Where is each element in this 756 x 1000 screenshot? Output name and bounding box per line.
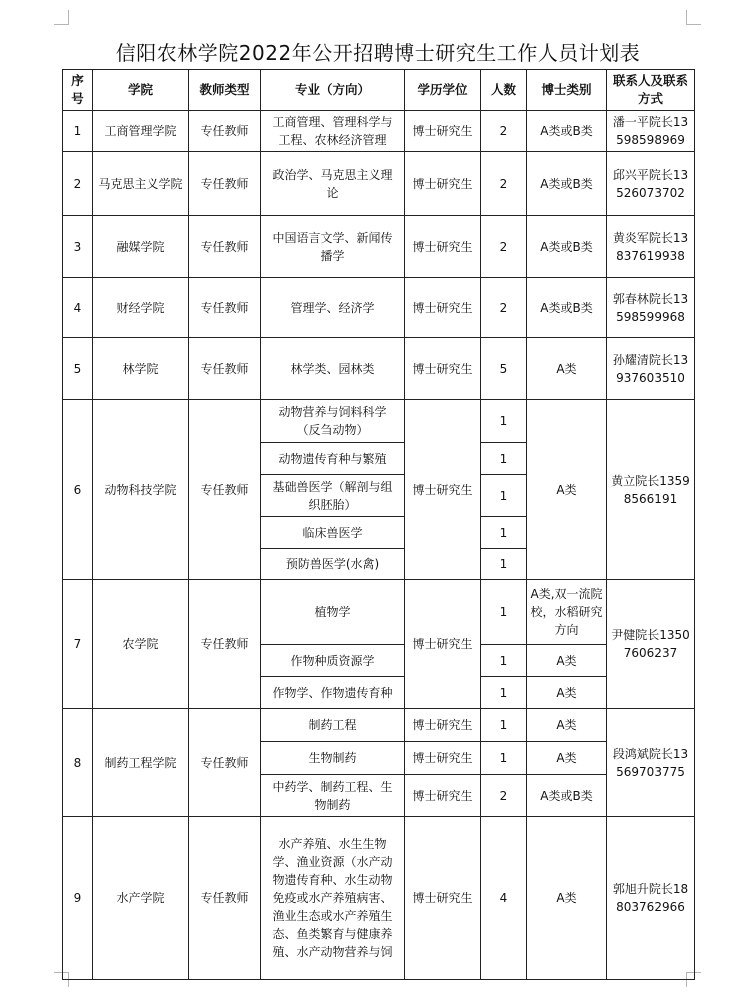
cell-category: A类或B类	[527, 111, 607, 152]
cell-degree: 博士研究生	[405, 580, 481, 709]
cell-count: 2	[481, 152, 527, 216]
cell-major: 水产养殖、水生生物学、渔业资源（水产动物遗传育种、水生动物免疫或水产养殖病害、渔业生态或水产养殖生态、鱼类繁育与健康养殖、水产动物营养与饲	[261, 817, 405, 980]
cell-major: 生物制药	[261, 742, 405, 775]
cell-category: A类	[527, 338, 607, 400]
cell-college: 水产学院	[93, 817, 189, 980]
cell-no: 8	[63, 709, 93, 817]
cell-count: 5	[481, 338, 527, 400]
cell-major: 管理学、经济学	[261, 278, 405, 338]
cell-major: 基础兽医学（解剖与组织胚胎）	[261, 475, 405, 517]
cell-college: 融媒学院	[93, 216, 189, 278]
cell-count: 2	[481, 111, 527, 152]
table-row	[63, 709, 695, 742]
cell-contact: 郭春林院长13598599968	[607, 278, 695, 338]
cell-count: 1	[481, 709, 527, 742]
col-header-doctor-category: 博士类别	[527, 70, 607, 111]
cell-count: 1	[481, 443, 527, 475]
col-header-contact: 联系人及联系方式	[607, 70, 695, 111]
cell-degree: 博士研究生	[405, 216, 481, 278]
cell-college: 马克思主义学院	[93, 152, 189, 216]
col-header-major: 专业（方向）	[261, 70, 405, 111]
cell-category: A类	[527, 742, 607, 775]
cell-college: 农学院	[93, 580, 189, 709]
cell-college: 动物科技学院	[93, 400, 189, 580]
cell-no: 3	[63, 216, 93, 278]
cell-major: 中药学、制药工程、生物制药	[261, 775, 405, 817]
cell-category: A类	[527, 709, 607, 742]
cell-count: 1	[481, 677, 527, 709]
cell-count: 1	[481, 475, 527, 517]
cell-count: 2	[481, 278, 527, 338]
cell-no: 1	[63, 111, 93, 152]
cell-count: 1	[481, 742, 527, 775]
cell-major: 作物学、作物遗传育种	[261, 677, 405, 709]
table-row	[63, 400, 695, 443]
cell-degree: 博士研究生	[405, 111, 481, 152]
cell-no: 7	[63, 580, 93, 709]
cell-contact: 尹健院长13507606237	[607, 580, 695, 709]
cell-degree: 博士研究生	[405, 278, 481, 338]
table-row	[63, 152, 695, 216]
cell-contact: 孙耀清院长13937603510	[607, 338, 695, 400]
cell-major: 动物营养与饲料科学（反刍动物）	[261, 400, 405, 443]
col-header-teacher-type: 教师类型	[189, 70, 261, 111]
cell-major: 动物遗传育种与繁殖	[261, 443, 405, 475]
cell-count: 2	[481, 775, 527, 817]
cell-teacher-type: 专任教师	[189, 278, 261, 338]
cell-college: 制药工程学院	[93, 709, 189, 817]
table-row	[63, 216, 695, 278]
cell-count: 1	[481, 400, 527, 443]
cell-major: 作物种质资源学	[261, 645, 405, 677]
table-row	[63, 278, 695, 338]
cell-category: A类	[527, 817, 607, 980]
cell-teacher-type: 专任教师	[189, 111, 261, 152]
cell-contact: 段鸿斌院长13569703775	[607, 709, 695, 817]
cell-degree: 博士研究生	[405, 152, 481, 216]
document-title: 信阳农林学院2022年公开招聘博士研究生工作人员计划表	[115, 41, 641, 65]
table-row	[63, 111, 695, 152]
cell-major: 临床兽医学	[261, 517, 405, 549]
cell-no: 6	[63, 400, 93, 580]
cell-major: 预防兽医学(水禽)	[261, 549, 405, 580]
cell-major: 政治学、马克思主义理论	[261, 152, 405, 216]
cell-teacher-type: 专任教师	[189, 152, 261, 216]
cell-teacher-type: 专任教师	[189, 817, 261, 980]
crop-mark-top-left	[54, 10, 69, 25]
cell-teacher-type: 专任教师	[189, 709, 261, 817]
cell-category: A类或B类	[527, 216, 607, 278]
cell-degree: 博士研究生	[405, 709, 481, 742]
cell-teacher-type: 专任教师	[189, 216, 261, 278]
col-header-count: 人数	[481, 70, 527, 111]
cell-contact: 邱兴平院长13526073702	[607, 152, 695, 216]
cell-contact: 黄立院长13598566191	[607, 400, 695, 580]
cell-major: 植物学	[261, 580, 405, 645]
cell-degree: 博士研究生	[405, 400, 481, 580]
cell-degree: 博士研究生	[405, 742, 481, 775]
cell-major: 林学类、园林类	[261, 338, 405, 400]
cell-college: 林学院	[93, 338, 189, 400]
header-row	[63, 70, 695, 111]
cell-degree: 博士研究生	[405, 775, 481, 817]
cell-count: 2	[481, 216, 527, 278]
cell-teacher-type: 专任教师	[189, 338, 261, 400]
cell-major: 制药工程	[261, 709, 405, 742]
cell-category: A类或B类	[527, 152, 607, 216]
recruitment-plan-table	[62, 69, 695, 980]
table-row	[63, 580, 695, 645]
cell-college: 财经学院	[93, 278, 189, 338]
cell-major: 中国语言文学、新闻传播学	[261, 216, 405, 278]
col-header-college: 学院	[93, 70, 189, 111]
cell-no: 9	[63, 817, 93, 980]
cell-count: 1	[481, 517, 527, 549]
cell-category: A类或B类	[527, 775, 607, 817]
cell-category: A类,双一流院校，水稻研究方向	[527, 580, 607, 645]
cell-no: 5	[63, 338, 93, 400]
crop-mark-top-right	[686, 10, 701, 25]
col-header-degree: 学历学位	[405, 70, 481, 111]
table-row	[63, 338, 695, 400]
table-row	[63, 817, 695, 980]
cell-count: 1	[481, 645, 527, 677]
cell-degree: 博士研究生	[405, 338, 481, 400]
cell-count: 4	[481, 817, 527, 980]
cell-count: 1	[481, 580, 527, 645]
cell-no: 4	[63, 278, 93, 338]
cell-no: 2	[63, 152, 93, 216]
cell-category: A类	[527, 400, 607, 580]
cell-contact: 郭旭升院长18803762966	[607, 817, 695, 980]
cell-category: A类	[527, 677, 607, 709]
cell-category: A类	[527, 645, 607, 677]
cell-teacher-type: 专任教师	[189, 400, 261, 580]
col-header-no: 序号	[63, 70, 93, 111]
cell-college: 工商管理学院	[93, 111, 189, 152]
cell-teacher-type: 专任教师	[189, 580, 261, 709]
cell-category: A类或B类	[527, 278, 607, 338]
cell-degree: 博士研究生	[405, 817, 481, 980]
cell-contact: 潘一平院长13598598969	[607, 111, 695, 152]
cell-count: 1	[481, 549, 527, 580]
cell-major: 工商管理、管理科学与工程、农林经济管理	[261, 111, 405, 152]
cell-contact: 黄炎军院长13837619938	[607, 216, 695, 278]
